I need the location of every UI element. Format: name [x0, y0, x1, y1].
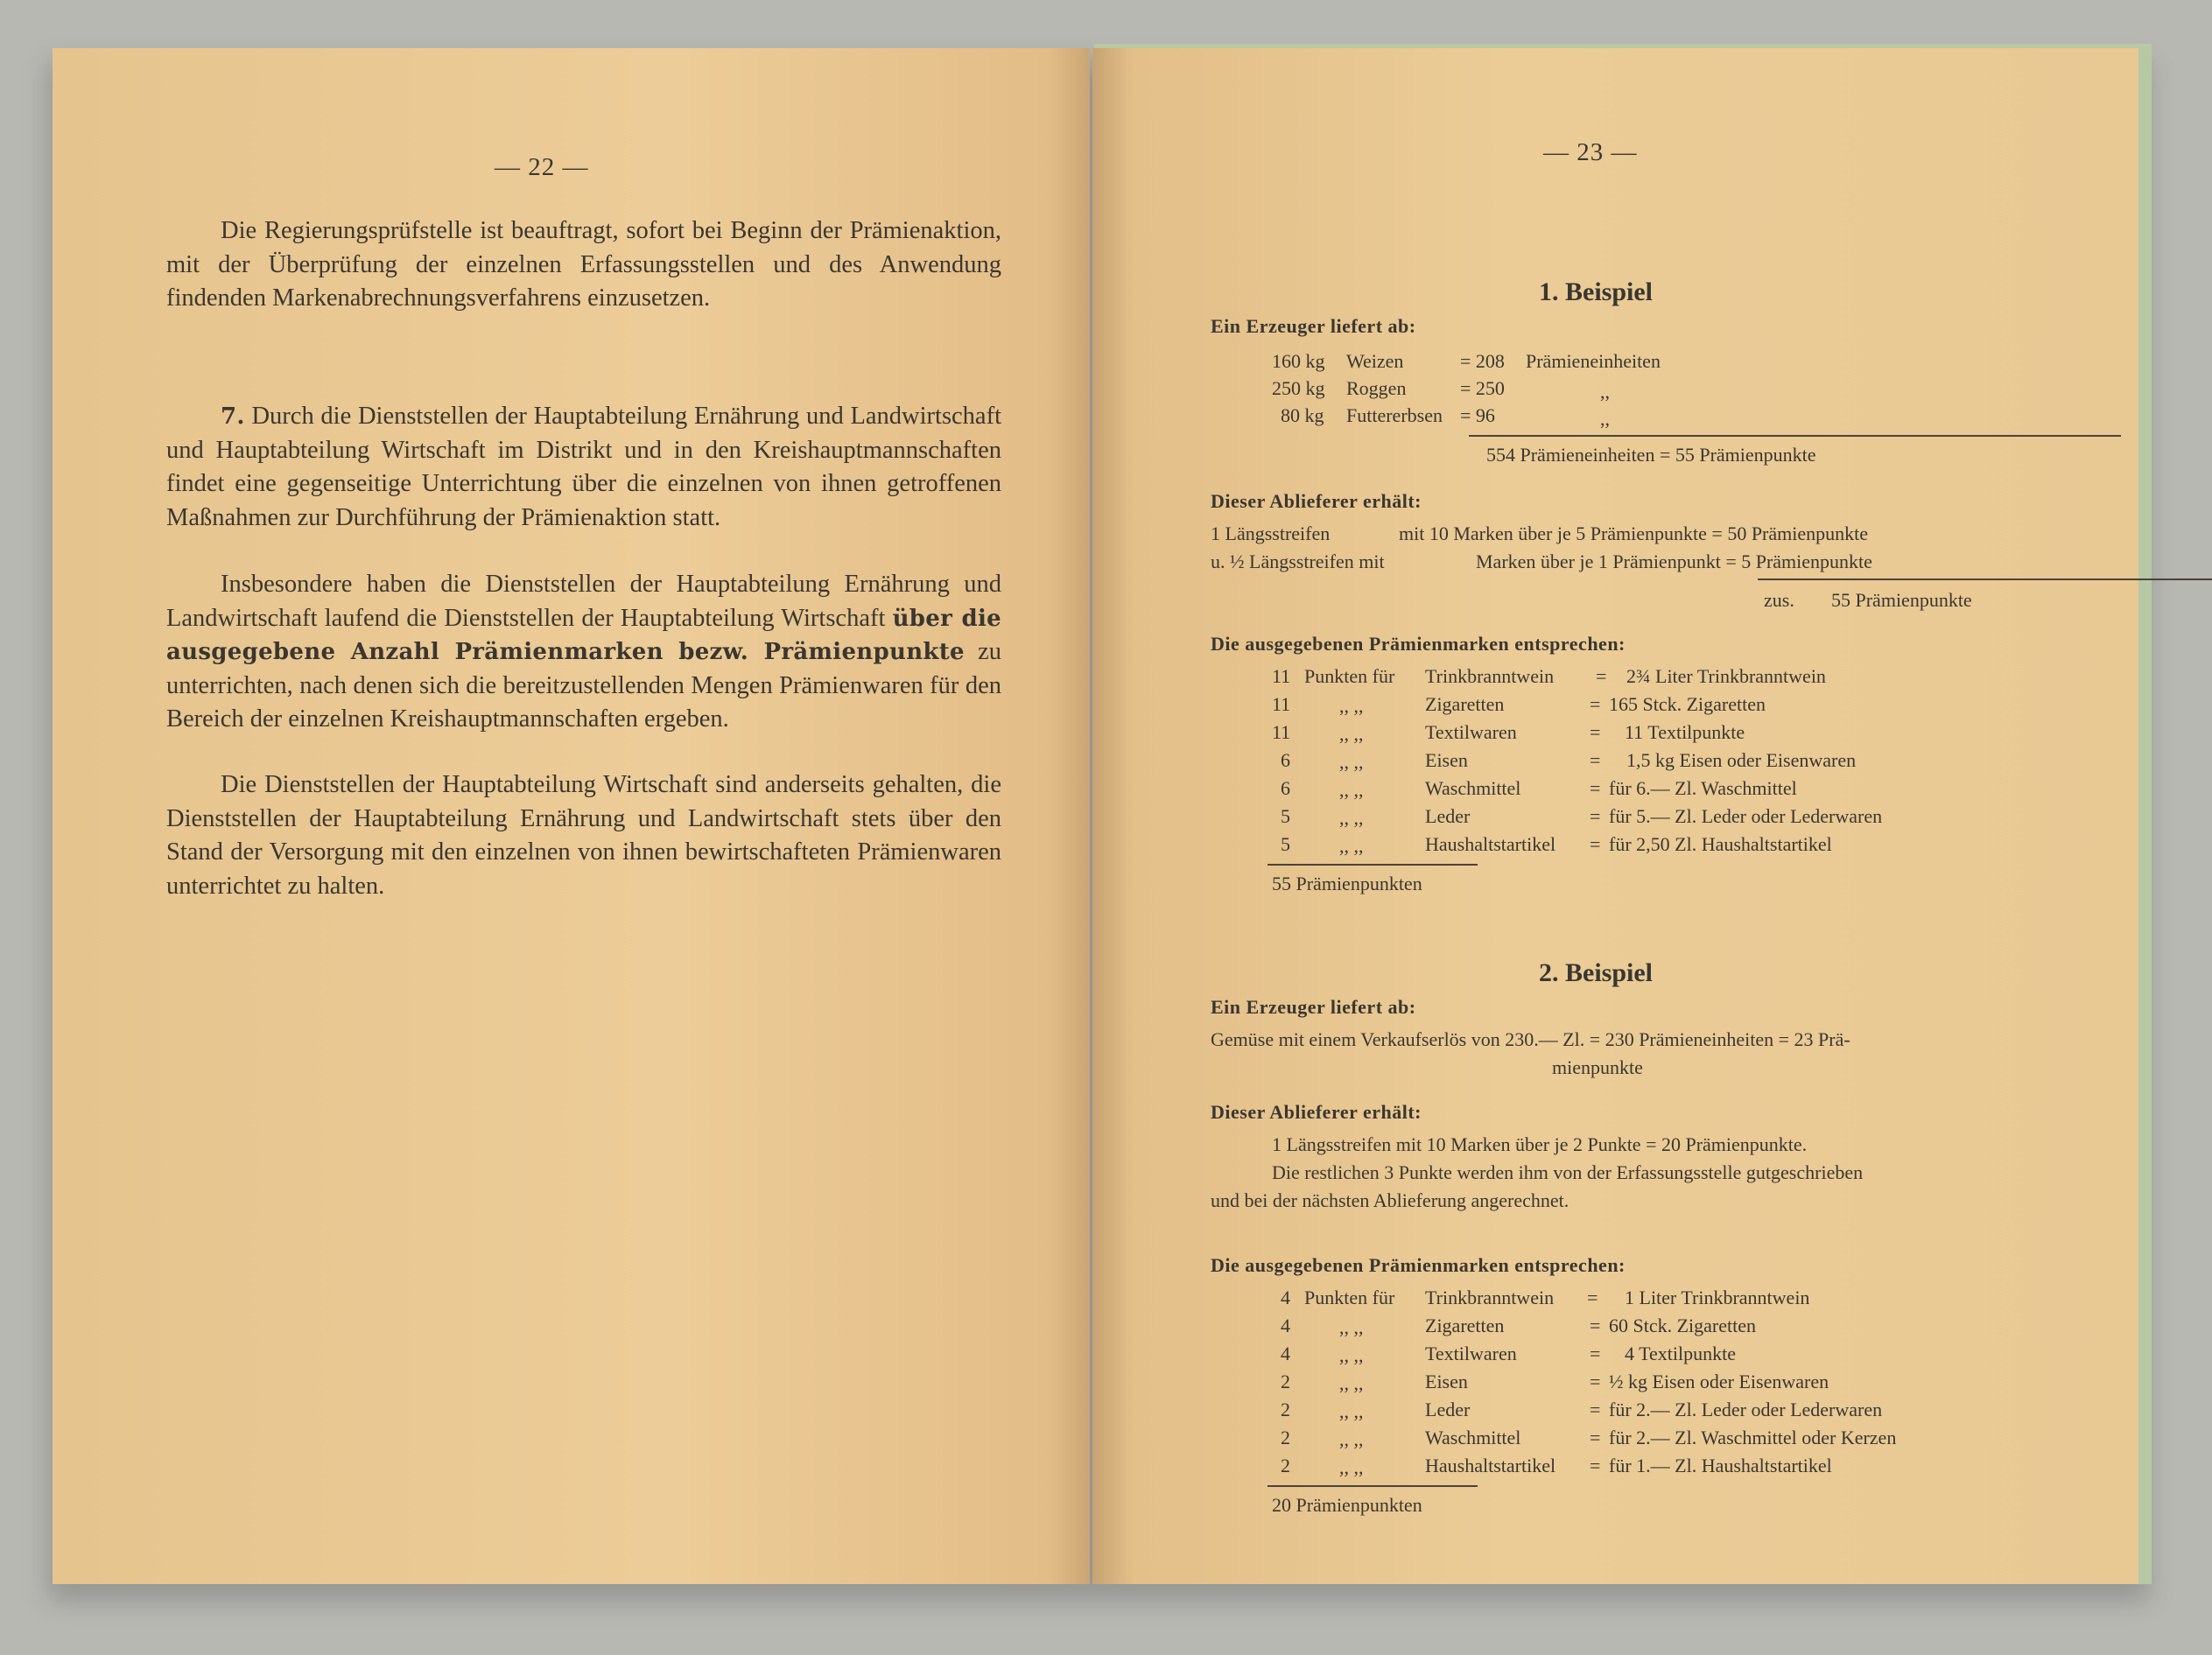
paragraph-3: Insbesondere haben die Dienststellen der Hauptabteilung Ernährung und Landwirtschaft laufend die Dienststellen der Hauptabteilung Wirtschaft über die ausgegebene Anzahl Prämienmarken bezw. Prämienpunkte zu unterrichten, nach denen sich die bereitzustellenden Mengen Prämienwaren für den Bereich der einzelnen Kreishauptmannschaften ergeben.: [166, 571, 1002, 733]
mark-item: Eisen: [1425, 1371, 1468, 1392]
example-2-supplier-heading: Ein Erzeuger liefert ab:: [1211, 996, 1416, 1018]
mark-prefix: ,, ,,: [1339, 751, 1364, 773]
example-1-title: 1. Beispiel: [1539, 277, 1654, 306]
mark-count: 4: [1281, 1343, 1290, 1364]
paragraph-4: Die Dienststellen der Hauptabteilung Wirtschaft sind anderseits gehalten, die Dienststellen der Hauptabteilung Ernährung und Landwirtschaft stets über den Stand der Versorgung mit den einzelnen von ihnen bewirtschafteten Prämienwaren unterrichtet zu halten.: [166, 771, 1001, 900]
section-number: 7.: [221, 403, 245, 430]
mark-count: 6: [1281, 749, 1290, 771]
mark-count: 2: [1281, 1371, 1290, 1392]
paragraph-1: Die Regierungsprüfstelle ist beauftragt, sofort bei Beginn der Prämienaktion, mit der Überprüfung der einzelnen Erfassungsstellen und des Anwendung findenden Markenabrechnungsverfahrens einzusetzen.: [166, 217, 1001, 312]
mark-item: Leder: [1425, 1399, 1471, 1420]
mark-count: 4: [1281, 1315, 1290, 1336]
mark-prefix: ,, ,,: [1339, 835, 1364, 857]
mark-count: 11: [1272, 721, 1291, 743]
delivery-qty: 160 kg: [1272, 350, 1325, 372]
mark-count: 2: [1281, 1399, 1290, 1420]
mark-equals: =: [1596, 665, 1607, 687]
example-2-title: 2. Beispiel: [1539, 958, 1654, 987]
mark-prefix: ,, ,,: [1339, 695, 1364, 717]
delivery-unit: Prämieneinheiten: [1526, 350, 1661, 372]
receives-line: 1 Längsstreifen mit 10 Marken über je 2 Punkte = 20 Prämienpunkte.: [1272, 1133, 1808, 1155]
mark-equals: =: [1587, 1287, 1598, 1308]
example-1-marks-heading: Die ausgegebenen Prämienmarken entsprechen:: [1211, 633, 1626, 655]
mark-equals: =: [1590, 1455, 1601, 1476]
mark-count: 5: [1281, 805, 1290, 827]
mark-prefix: ,, ,,: [1339, 807, 1364, 829]
sum-rule: [1268, 1485, 1478, 1487]
mark-prefix: ,, ,,: [1339, 1344, 1364, 1366]
mark-value: ½ kg Eisen oder Eisenwaren: [1609, 1371, 1829, 1392]
page-number: — 23 —: [1543, 138, 1638, 166]
paragraph-2: 7. Durch die Dienststellen der Hauptabteilung Ernährung und Landwirtschaft und Hauptabteilung Wirtschaft im Distrikt und in den Kreishauptmannschaften findet eine gegenseitige Unterrichtung über die einzelnen von ihnen getroffenen Maßnahmen zur Durchführung der Prämienaktion statt.: [166, 403, 1001, 531]
mark-value: 1,5 kg Eisen oder Eisenwaren: [1626, 749, 1857, 771]
mark-equals: =: [1590, 1427, 1601, 1448]
mark-prefix: ,, ,,: [1339, 1456, 1364, 1478]
mark-item: Zigaretten: [1425, 693, 1505, 715]
delivery-value: = 208: [1460, 350, 1505, 372]
mark-item: Trinkbranntwein: [1425, 1287, 1555, 1308]
mark-equals: =: [1590, 721, 1601, 743]
receives-line: Die restlichen 3 Punkte werden ihm von der Erfassungsstelle gutgeschrieben: [1272, 1161, 1864, 1183]
example-2-delivery-cont: mienpunkte: [1552, 1056, 1643, 1078]
delivery-unit: ,,: [1600, 408, 1610, 430]
delivery-qty: 250 kg: [1272, 377, 1325, 399]
delivery-item: Roggen: [1346, 377, 1407, 399]
example-1-total: 554 Prämieneinheiten = 55 Prämienpunkte: [1486, 444, 1816, 466]
delivery-value: = 96: [1460, 404, 1495, 426]
receives-line: und bei der nächsten Ablieferung angerechnet.: [1211, 1189, 1569, 1211]
mark-value: für 2.— Zl. Leder oder Lederwaren: [1609, 1399, 1883, 1420]
receives-line: u. ½ Längsstreifen mit: [1211, 550, 1385, 572]
delivery-qty: 80 kg: [1281, 404, 1324, 426]
left-page: [53, 48, 1090, 1584]
mark-value: 165 Stck. Zigaretten: [1609, 693, 1766, 715]
mark-equals: =: [1590, 693, 1601, 715]
example-2-delivery: Gemüse mit einem Verkaufserlös von 230.— Zl. = 230 Prämieneinheiten = 23 Prä-: [1211, 1028, 1850, 1050]
receives-line: Marken über je 1 Prämienpunkt = 5 Prämienpunkte: [1476, 550, 1872, 572]
mark-count: 11: [1272, 665, 1291, 687]
receives-line: mit 10 Marken über je 5 Prämienpunkte = 50 Prämienpunkte: [1399, 522, 1869, 544]
mark-equals: =: [1590, 833, 1601, 855]
mark-value: 11 Textilpunkte: [1625, 721, 1745, 743]
zus-label: zus.: [1764, 589, 1794, 611]
mark-equals: =: [1590, 777, 1601, 799]
mark-item: Trinkbranntwein: [1425, 665, 1555, 687]
mark-item: Waschmittel: [1425, 777, 1521, 799]
mark-count: 4: [1281, 1287, 1290, 1308]
mark-value: 1 Liter Trinkbranntwein: [1625, 1287, 1810, 1308]
mark-count: 11: [1272, 693, 1291, 715]
mark-count: 2: [1281, 1427, 1290, 1448]
sum-rule: [1469, 435, 2121, 437]
mark-value: für 6.— Zl. Waschmittel: [1609, 777, 1797, 799]
example-2-marks-total: 20 Prämienpunkten: [1272, 1494, 1422, 1516]
mark-item: Haushaltstartikel: [1425, 1455, 1556, 1476]
mark-equals: =: [1590, 1315, 1601, 1336]
mark-value: für 2.— Zl. Waschmittel oder Kerzen: [1609, 1427, 1897, 1448]
mark-value: 2¾ Liter Trinkbranntwein: [1626, 665, 1826, 687]
delivery-unit: ,,: [1600, 381, 1610, 403]
mark-value: für 5.— Zl. Leder oder Lederwaren: [1609, 805, 1883, 827]
mark-count: 2: [1281, 1455, 1290, 1476]
mark-value: 60 Stck. Zigaretten: [1609, 1315, 1757, 1336]
delivery-item: Futtererbsen: [1346, 404, 1443, 426]
mark-equals: =: [1590, 1343, 1601, 1364]
sum-rule: [1268, 864, 1478, 866]
mark-prefix: ,, ,,: [1339, 1428, 1364, 1450]
mark-equals: =: [1590, 1371, 1601, 1392]
mark-item: Textilwaren: [1425, 721, 1517, 743]
mark-item: Textilwaren: [1425, 1343, 1517, 1364]
receives-line: 1 Längsstreifen: [1211, 522, 1331, 544]
mark-prefix: Punkten für: [1304, 1287, 1395, 1308]
mark-prefix: ,, ,,: [1339, 779, 1364, 801]
mark-equals: =: [1590, 1399, 1601, 1420]
mark-prefix: ,, ,,: [1339, 723, 1364, 745]
sum-rule: [1758, 579, 2212, 580]
mark-item: Leder: [1425, 805, 1471, 827]
mark-value: 4 Textilpunkte: [1625, 1343, 1736, 1364]
mark-count: 6: [1281, 777, 1290, 799]
example-2-marks-heading: Die ausgegebenen Prämienmarken entsprechen:: [1211, 1254, 1626, 1276]
mark-item: Haushaltstartikel: [1425, 833, 1556, 855]
bold-emphasis: über die ausgegebene Anzahl Prämienmarken bezw. Prämienpunkte: [166, 605, 1002, 665]
mark-prefix: Punkten für: [1304, 665, 1395, 687]
zus-value: 55 Prämienpunkte: [1831, 589, 1972, 611]
example-1-receives-heading: Dieser Ablieferer erhält:: [1211, 490, 1422, 512]
mark-item: Eisen: [1425, 749, 1468, 771]
mark-item: Waschmittel: [1425, 1427, 1521, 1448]
example-1-marks-total: 55 Prämienpunkten: [1272, 873, 1422, 894]
mark-value: für 2,50 Zl. Haushaltstartikel: [1609, 833, 1832, 855]
example-1-supplier-heading: Ein Erzeuger liefert ab:: [1211, 315, 1416, 337]
mark-prefix: ,, ,,: [1339, 1400, 1364, 1422]
delivery-item: Weizen: [1346, 350, 1404, 372]
mark-count: 5: [1281, 833, 1290, 855]
mark-prefix: ,, ,,: [1339, 1372, 1364, 1394]
mark-equals: =: [1590, 749, 1601, 771]
mark-prefix: ,, ,,: [1339, 1316, 1364, 1338]
page-number: — 22 —: [495, 153, 589, 181]
mark-equals: =: [1590, 805, 1601, 827]
right-page: [1092, 48, 2138, 1584]
mark-value: für 1.— Zl. Haushaltstartikel: [1609, 1455, 1832, 1476]
mark-item: Zigaretten: [1425, 1315, 1505, 1336]
example-2-receives-heading: Dieser Ablieferer erhält:: [1211, 1101, 1422, 1123]
delivery-value: = 250: [1460, 377, 1505, 399]
